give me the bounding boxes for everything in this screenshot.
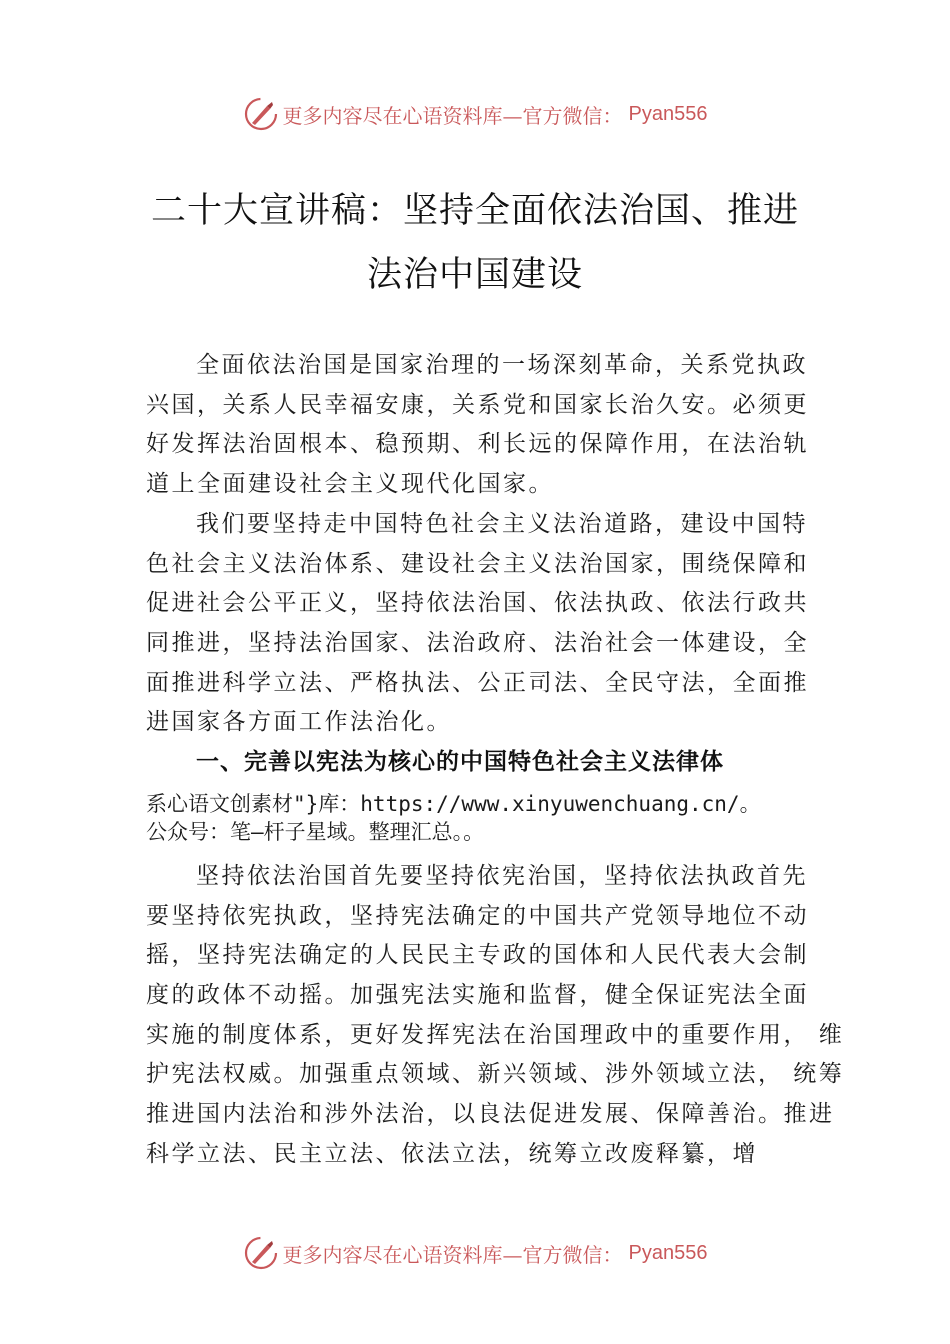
quill-logo-icon [243,96,279,132]
paragraph-2-line: 色社会主义法治体系、建设社会主义法治国家，围绕保障和 [146,551,809,577]
paragraph-1-line: 兴国，关系人民幸福安康，关系党和国家长治久安。必须更 [146,392,809,418]
banner-wechat-id: Pyan556 [628,1241,708,1264]
paragraph-3-line: 实施的制度体系，更好发挥宪法在治国理政中的重要作用， 维 [146,1022,845,1048]
paragraph-3-line: 摇，坚持宪法确定的人民民主专政的国体和人民代表大会制 [146,942,809,968]
paragraph-3-line: 科学立法、民主立法、依法立法，统筹立改废释纂，增 [146,1141,758,1167]
paragraph-1-line: 全面依法治国是国家治理的一场深刻革命，关系党执政 [196,352,808,378]
paragraph-3-line: 要坚持依宪执政，坚持宪法确定的中国共产党领导地位不动 [146,903,809,929]
section-heading-1: 一、完善以宪法为核心的中国特色社会主义法律体 [196,749,724,775]
header-watermark-banner [0,92,950,136]
paragraph-2-line: 同推进，坚持法治国家、法治政府、法治社会一体建设，全 [146,630,809,656]
banner-wechat-id: Pyan556 [628,102,708,125]
banner-text: 更多内容尽在心语资料库—官方微信： [282,103,623,128]
footer-watermark-banner [0,1231,950,1275]
paragraph-3-line: 度的政体不动摇。加强宪法实施和监督，健全保证宪法全面 [146,982,809,1008]
paragraph-1-line: 好发挥法治固根本、稳预期、利长远的保障作用，在法治轨 [146,431,809,457]
banner-text: 更多内容尽在心语资料库—官方微信： [282,1242,623,1267]
paragraph-2-line: 进国家各方面工作法治化。 [146,709,452,735]
source-note-line: 公众号：笔—杆子星域。整理汇总。。 [146,820,485,844]
paragraph-2-line: 面推进科学立法、严格执法、公正司法、全民守法，全面推 [146,670,809,696]
paragraph-2-line: 促进社会公平正义，坚持依法治国、依法执政、依法行政共 [146,590,809,616]
quill-logo-icon [243,1235,279,1271]
source-note-line: 系心语文创素材"}库：https://www.xinyuwenchuang.cn/。 [146,792,761,816]
paragraph-2-line: 我们要坚持走中国特色社会主义法治道路，建设中国特 [196,511,808,537]
paragraph-3-line: 坚持依法治国首先要坚持依宪治国，坚持依法执政首先 [196,863,808,889]
page-title-line-1: 二十大宣讲稿：坚持全面依法治国、推进 [150,191,799,231]
paragraph-1-line: 道上全面建设社会主义现代化国家。 [146,471,554,497]
paragraph-3-line: 推进国内法治和涉外法治，以良法促进发展、保障善治。推进 [146,1101,835,1127]
page-title-line-2: 法治中国建设 [366,255,583,295]
paragraph-3-line: 护宪法权威。加强重点领域、新兴领域、涉外领域立法， 统筹 [146,1061,845,1087]
